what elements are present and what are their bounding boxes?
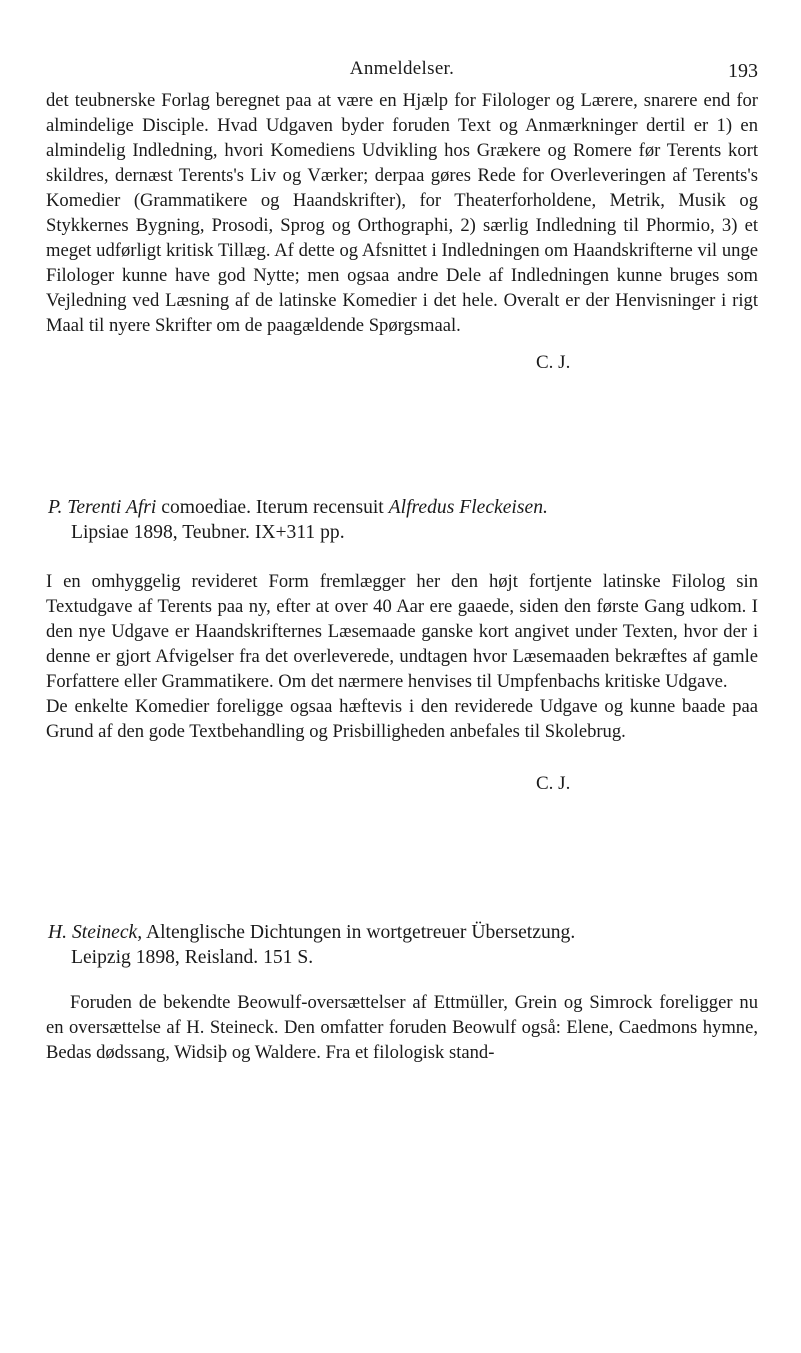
page — [46, 54, 758, 1065]
review-heading — [46, 920, 758, 970]
review-imprint: Lipsiae 1898, Teubner. IX+311 pp. — [71, 522, 345, 543]
review-title-line — [48, 495, 758, 520]
review-title-text: Altenglische Dichtungen in wortgetreuer Übersetzung. — [142, 922, 576, 943]
review-imprint: Leipzig 1898, Reisland. 151 S. — [71, 947, 314, 968]
review-steineck — [46, 920, 758, 1065]
review-continued — [46, 88, 758, 375]
review-heading — [46, 495, 758, 545]
review-continued-paragraph: det teubnerske Forlag beregnet paa at være en Hjælp for Filologer og Lærere, snarere end for almindelige Disciple. Hvad Udgaven byder foruden Text og Anmærkninger dertil er 1) en almindelig Indledning, hvori Komediens Udvikling hos Grækere og Romere før Terents kort skildres, dernæst Terents's Liv og Værker; derpaa gøres Rede for Overleveringen af Terents's Komedier (Grammatikere og Haandskrifter), for Theaterforholdene, Metrik, Musik og Stykkernes Bygning, Prosodi, Sprog og Orthographi, 2) særlig Indledning til Phormio, 3) et meget udførligt kritisk Tillæg. Af dette og Afsnittet i Indledningen om Haandskrifterne vil unge Filologer kunne have god Nytte; men ogsaa andre Dele af Indledningen kunne bruges som Vejledning ved Læsning af de latinske Komedier i det hele. Overalt er der Henvisninger i rigt Maal til nyere Skrifter om de paagældende Spørgsmaal. — [46, 90, 758, 336]
review-title-line — [48, 920, 758, 945]
page-number: 193 — [728, 60, 758, 82]
review-paragraph: De enkelte Komedier foreligge ogsaa hæftevis i den reviderede Udgave og kunne baade paa Grund af den gode Textbehandling og Prisbilligheden anbefales til Skolebrug. — [46, 696, 758, 742]
review-paragraph: Foruden de bekendte Beowulf-oversættelser af Ettmüller, Grein og Simrock foreligger nu en oversættelse af H. Steineck. Den omfatter foruden Beowulf også: Elene, Caedmons hymne, Bedas dødssang, Widsiþ og Waldere. Fra et filologisk stand- — [46, 992, 758, 1063]
review-terentius — [46, 495, 758, 796]
running-head — [46, 54, 758, 88]
review-author: P. Terenti Afri — [48, 497, 157, 518]
running-title: Anmeldelser. — [349, 58, 455, 79]
review-body — [46, 569, 758, 744]
review-paragraph: I en omhyggelig revideret Form fremlægger her den højt fortjente latinske Filolog sin Textudgave af Terents paa ny, efter at over 40 Aar ere gaaede, siden den første Gang udkom. I den nye Udgave er Haandskrifternes Læsemaade ganske kort angivet under Texten, hvor der i denne er gjort Afvigelser fra det overleverede, undtagen hvor Læsemaaden bekræftes af gamle Forfattere eller Grammatikere. Om det nærmere henvises til Umpfenbachs kritiske Udgave. — [46, 571, 758, 692]
review-author: H. Steineck, — [48, 922, 143, 943]
review-title-text: comoediae. Iterum recensuit — [156, 497, 389, 518]
review-signature: C. J. — [536, 773, 571, 794]
review-editor: Alfredus Fleckeisen. — [388, 497, 548, 518]
review-signature: C. J. — [536, 352, 571, 373]
review-body — [46, 990, 758, 1065]
